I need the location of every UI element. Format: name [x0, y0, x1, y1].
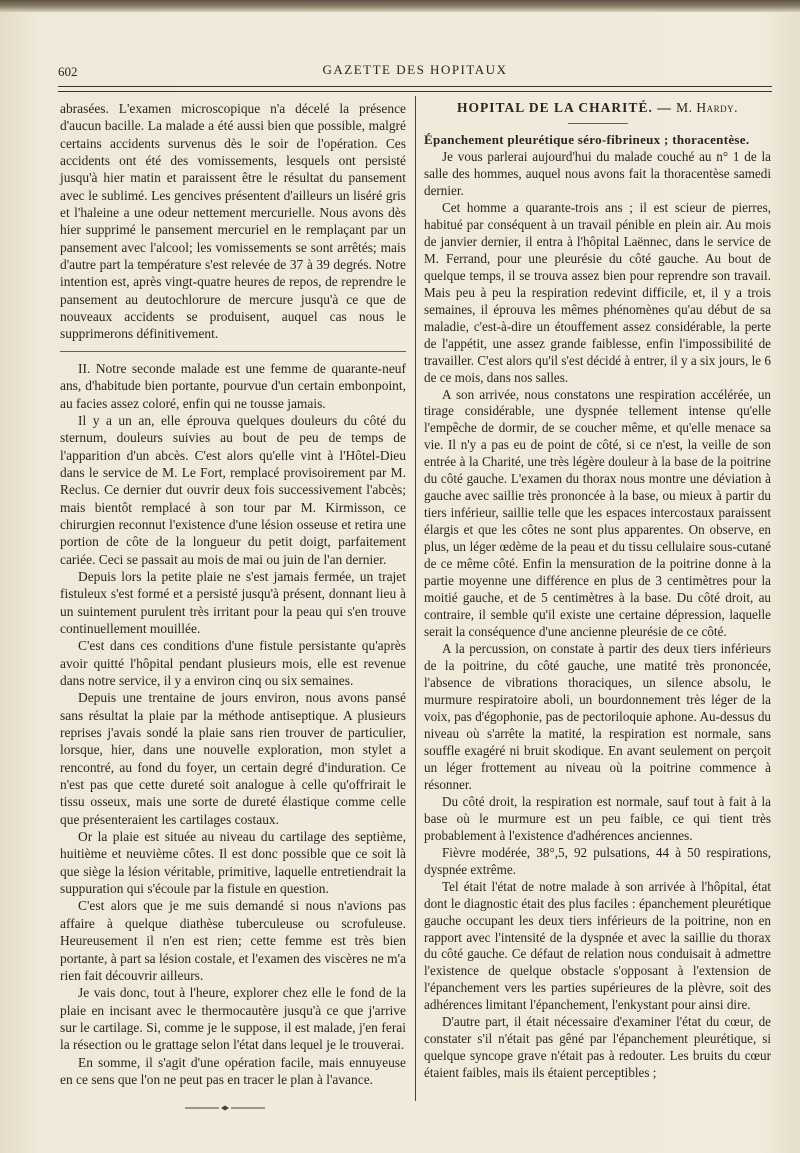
- article-subtitle: Épanchement pleurétique séro-fibrineux ; thoracentèse.: [424, 131, 750, 147]
- paragraph: A son arrivée, nous constatons une respiration accélérée, un tirage considérable, une dyspnée tellement intense qu'elle l'empêche de dormir, de se coucher même, et qu'elle menace sa vie. Il n'y a pas eu de point de côté, si ce n'est, la veille de son entrée à la Charité, une très légère douleur à la base de la poitrine du côté gauche. L'examen du thorax nous montre une déviation à gauche avec saillie très prononcée à la base, ou mieux à partir du tiers inférieur, saillie telle que les espaces intercostaux paraissent élargis et que les côtes ne sont plus apparentes. On observe, en plus, un léger œdème de la peau et du tissu cellulaire sous-cutané de ce même côté. Enfin la mensuration de la poitrine donne à la partie moyenne une différence en plus de 3 centimètres pour la moitié gauche, et de 5 centimètres à la base. Du côté droit, au contraire, il semble qu'il existe une certaine dépression, laquelle serait la conséquence d'une ancienne pleurésie de ce côté.: [424, 386, 771, 640]
- section-title-text: HOPITAL DE LA CHARITÉ. —: [457, 100, 672, 115]
- left-column: [60, 100, 406, 1088]
- section-separator: [60, 351, 406, 352]
- section-title: [424, 100, 771, 117]
- paragraph: C'est dans ces conditions d'une fistule persistante qu'après avoir quitté l'hôpital pendant plusieurs mois, elle est revenue dans notre service, il y a environ cinq ou six semaines.: [60, 638, 406, 688]
- paragraph: A la percussion, on constate à partir des deux tiers inférieurs de la poitrine, du côté gauche, une matité très prononcée, l'absence de vibrations thoraciques, un silence absolu, le murmure respiratoire aboli, un bourdonnement très léger de la voix, pas d'égophonie, pas de pectoriloquie aphone. Au-dessus du niveau où s'arrête la matité, la respiration est normale, sans souffle exagéré ni bruit skodique. En avant seulement on perçoit un léger frottement au niveau où la poitrine commence à résonner.: [424, 641, 771, 792]
- paragraph: En somme, il s'agit d'une opération facile, mais ennuyeuse en ce sens que l'on ne peut pas en tracer le plan à l'avance.: [60, 1054, 406, 1087]
- paragraph: Depuis lors la petite plaie ne s'est jamais fermée, un trajet fistuleux s'est formé et a persisté jusqu'à présent, donnant lieu à un suintement purulent très irritant pour la peau qui s'en trouve continuellement mouillée.: [60, 568, 406, 636]
- paragraph: Je vais donc, tout à l'heure, explorer chez elle le fond de la plaie en incisant avec le thermocautère jusqu'à ce que j'arrive sur le cartilage. Si, comme je le suppose, il est malade, j'en ferai la résection ou le grattage selon l'état dans lequel je le trouverai.: [60, 985, 406, 1053]
- right-column: [424, 100, 771, 1082]
- paragraph: Du côté droit, la respiration est normale, sauf tout à fait à la base où le murmure est un peu faible, ce qui tient très probablement à l'existence d'adhérences anciennes.: [424, 793, 771, 843]
- paragraph: II. Notre seconde malade est une femme de quarante-neuf ans, d'habitude bien portante, pourvue d'un certain embonpoint, au facies assez coloré, enfin qui ne tousse jamais.: [60, 360, 406, 411]
- running-title: GAZETTE DES HOPITAUX: [322, 62, 508, 77]
- paragraph: Cet homme a quarante-trois ans ; il est scieur de pierres, habitué par conséquent à un travail pénible en plein air. Au mois de janvier dernier, il entra à l'hôpital Laënnec, dans le service de M. Ferrand, pour une pleurésie du côté gauche. Au bout de quelque temps, il se trouva assez bien pour reprendre son travail. Mais peu à peu la respiration redevint difficile, et, il y a trois semaines, il éprouva les mêmes phénomènes qu'au début de sa maladie, c'est-à-dire un étouffement assez considérable, la perte de l'appétit, une assez grande faiblesse, enfin l'impossibilité de travailler. C'est alors qu'il s'est décidé à entrer, il y a six jours, le 6 de ce mois, dans nos salles.: [424, 199, 771, 385]
- paragraph: C'est alors que je me suis demandé si nous n'avions pas affaire à quelque diathèse tuberculeuse ou scrofuleuse. Heureusement il n'en est rien; cette femme est très bien portante, à part sa lésion costale, et l'examen des viscères ne m'a rien fait découvrir ailleurs.: [60, 898, 406, 983]
- paragraph: Fièvre modérée, 38°,5, 92 pulsations, 44 à 50 respirations, dyspnée extrême.: [424, 844, 771, 877]
- paragraph: Il y a un an, elle éprouva quelques douleurs du côté du sternum, douleurs suivies au bout de peu de temps de l'apparition d'un abcès. C'est alors qu'elle vint à l'Hôtel-Dieu dans le service de M. Le Fort, remplacé provisoirement par M. Reclus. Ce dernier dut ouvrir deux fois successivement l'abcès; mais bientôt remplacé à son tour par M. Kirmisson, ce chirurgien reconnut l'existence d'une lésion osseuse et retira une portion de côte de la longueur du petit doigt, parfaitement cariée. Ceci se passait au mois de mai ou juin de l'an dernier.: [60, 412, 406, 567]
- title-rule: [568, 123, 628, 124]
- end-ornament: [185, 1105, 265, 1111]
- header-rule: [58, 86, 772, 92]
- paragraph: abrasées. L'examen microscopique n'a décelé la présence d'aucun bacille. La malade a été aussi bien que possible, malgré certains accidents survenus dès le soir de l'opération. Ces accidents ont été des vomissements, lesquels ont persisté jusqu'à hier matin et paraissent être le résultat du pansement avec le sublimé. Les gencives présentent d'ailleurs un liséré gris et l'haleine a une odeur nettement mercurielle. Nous avons dès hier supprimé le pansement mercuriel en le remplaçant par un pansement avec l'alcool; les vomissements se sont arrêtés; mais d'autre part la température s'est relevée de 37 à 39 degrés. Notre intention est, après vingt-quatre heures de repos, de reprendre le pansement au deutochlorure de mercure jusqu'à ce que de nouveaux accidents se produisent, auquel cas nous le supprimerons définitivement.: [60, 101, 406, 342]
- page-top-edge: [0, 0, 800, 12]
- paragraph: D'autre part, il était nécessaire d'examiner l'état du cœur, de constater s'il n'était pas gêné par l'épanchement pleurétique, si quelque syncope grave n'était pas à redouter. Les bruits du cœur étaient faibles, mais ils étaient perceptibles ;: [424, 1014, 771, 1081]
- page-number: 602: [58, 64, 78, 79]
- author-name: M. Hardy.: [676, 100, 738, 115]
- page-header: [58, 60, 772, 82]
- paragraph: Tel était l'état de notre malade à son arrivée à l'hôpital, état dont le diagnostic était des plus faciles : épanchement pleurétique gauche occupant les deux tiers inférieurs de la poitrine, non en rapport avec l'intensité de la dyspnée et avec la saillie du thorax du côté gauche. Ce défaut de relation nous conduisait à admettre l'existence de quelque obstacle s'opposant à l'extension de l'épanchement vers les parties supérieures de la plèvre, soit des adhérences limitant l'épanchement, l'enkystant pour ainsi dire.: [424, 878, 771, 1013]
- paragraph: Or la plaie est située au niveau du cartilage des septième, huitième et neuvième côtes. Il est donc possible que ce soit là que siège la lésion véritable, primitive, laquelle entretiendrait la suppuration qui s'écoule par la fistule en question.: [60, 829, 406, 897]
- paragraph: Je vous parlerai aujourd'hui du malade couché au n° 1 de la salle des hommes, auquel nous avons fait la thoracentèse samedi dernier.: [424, 148, 771, 198]
- paragraph: Depuis une trentaine de jours environ, nous avons pansé sans résultat la plaie par la méthode antiseptique. A plusieurs reprises j'avais sondé la plaie sans rien trouver de particulier, lorsque, hier, dans une nouvelle exploration, mon stylet a rencontré, au fond du foyer, un certain degré d'induration. Ce n'est pas que cette dureté soit analogue à celle qu'offrirait le tissu osseux, mais une sorte de dureté élastique comme celle que présenteraient les cartilages costaux.: [60, 690, 406, 827]
- column-divider: [415, 96, 416, 1101]
